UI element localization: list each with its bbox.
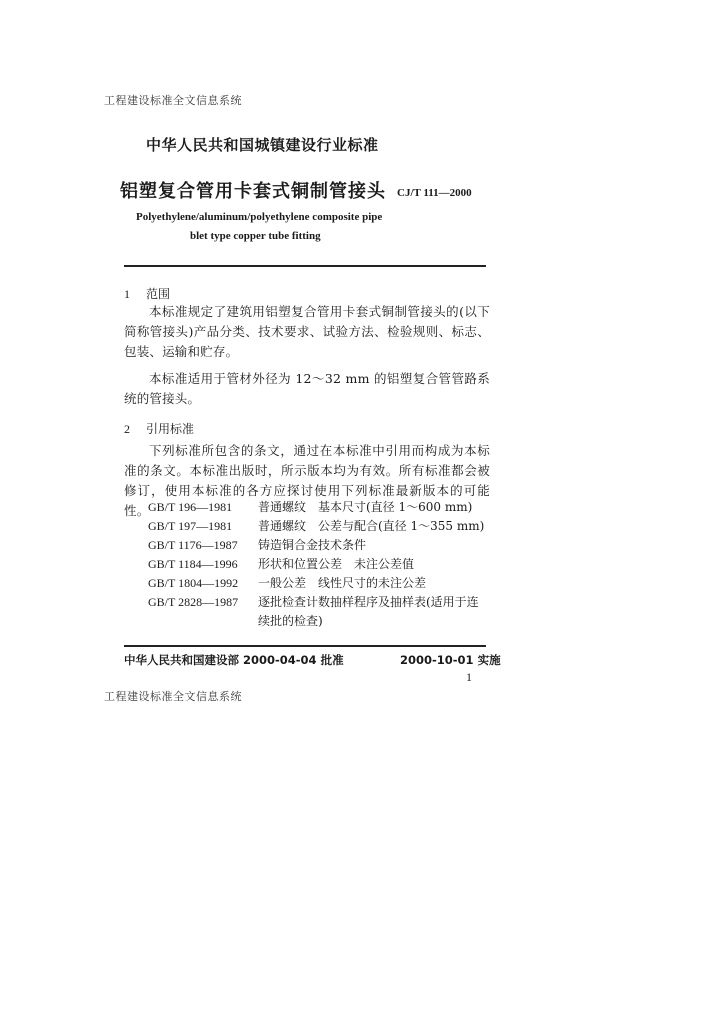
page-header-top: 工程建设标准全文信息系统 bbox=[104, 94, 242, 107]
section-2-heading bbox=[124, 420, 194, 437]
page-number: 1 bbox=[466, 670, 472, 684]
reference-item bbox=[148, 574, 488, 593]
footer-divider bbox=[124, 645, 486, 647]
section-1-paragraph-2: 本标准适用于管材外径为 12～32 mm 的铝塑复合管管路系统的管接头。 bbox=[124, 371, 490, 406]
reference-item bbox=[148, 517, 488, 536]
reference-list bbox=[148, 498, 488, 631]
reference-item bbox=[148, 593, 488, 631]
reference-title: 一般公差 线性尺寸的未注公差 bbox=[258, 576, 427, 590]
document-title-en-line2: blet type copper tube fitting bbox=[190, 230, 321, 242]
standard-category: 中华人民共和国城镇建设行业标准 bbox=[146, 136, 379, 154]
implementation-date: 2000-10-01 实施 bbox=[400, 653, 501, 667]
reference-code: GB/T 1804—1992 bbox=[148, 576, 239, 590]
section-1-title: 范围 bbox=[146, 287, 171, 301]
reference-code: GB/T 196—1981 bbox=[148, 500, 233, 514]
reference-code: GB/T 1184—1996 bbox=[148, 557, 238, 571]
reference-item bbox=[148, 498, 488, 517]
section-2-paragraph-1: 下列标准所包含的条文，通过在本标准中引用而构成为本标准的条文。本标准出版时，所示版本均为有效。所有标准都会被修订，使用本标准的各方应探讨使用下列标准最新版本的可能性。 bbox=[124, 443, 490, 518]
section-1-heading bbox=[124, 285, 170, 302]
reference-title: 普通螺纹 公差与配合(直径 1～355 mm) bbox=[258, 519, 485, 533]
reference-code: GB/T 2828—1987 bbox=[148, 595, 239, 609]
section-2-title: 引用标准 bbox=[146, 422, 195, 436]
reference-code: GB/T 197—1981 bbox=[148, 519, 233, 533]
page-header-bottom: 工程建设标准全文信息系统 bbox=[104, 690, 242, 703]
reference-title: 形状和位置公差 未注公差值 bbox=[258, 557, 415, 571]
section-2-number: 2 bbox=[124, 422, 130, 436]
reference-item bbox=[148, 536, 488, 555]
document-title-cn: 铝塑复合管用卡套式铜制管接头 bbox=[120, 181, 386, 202]
reference-title: 逐批检查计数抽样程序及抽样表(适用于连续批的检查) bbox=[258, 595, 479, 628]
standard-code: CJ/T 111—2000 bbox=[397, 187, 472, 199]
document-title-en-line1: Polyethylene/aluminum/polyethylene composite pipe bbox=[136, 211, 383, 223]
section-1-paragraph-1: 本标准规定了建筑用铝塑复合管用卡套式铜制管接头的(以下简称管接头)产品分类、技术要求、试验方法、检验规则、标志、包装、运输和贮存。 bbox=[124, 304, 490, 359]
reference-item bbox=[148, 555, 488, 574]
reference-code: GB/T 1176—1987 bbox=[148, 538, 238, 552]
reference-title: 普通螺纹 基本尺寸(直径 1～600 mm) bbox=[258, 500, 473, 514]
section-1-number: 1 bbox=[124, 287, 130, 301]
reference-title: 铸造铜合金技术条件 bbox=[258, 538, 367, 552]
approval-info: 中华人民共和国建设部 2000-04-04 批准 bbox=[124, 653, 344, 667]
title-divider bbox=[124, 265, 486, 267]
